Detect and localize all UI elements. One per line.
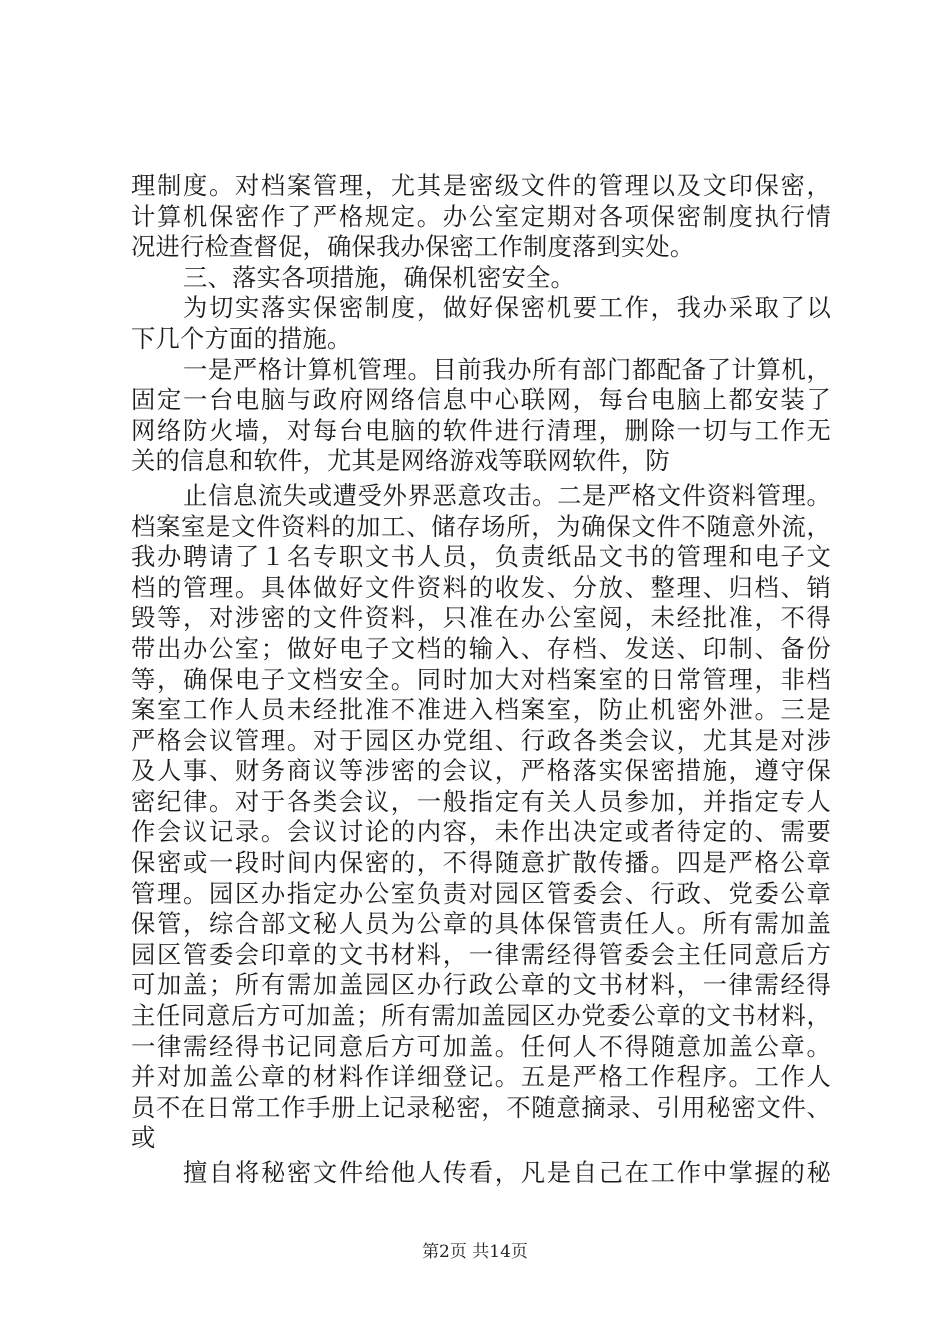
text-line: 止信息流失或遭受外界恶意攻击。二是严格文件资料管理。	[183, 480, 831, 510]
text-line: 或	[131, 1123, 156, 1153]
text-line: 等，确保电子文档安全。同时加大对档案室的日常管理，非档	[131, 664, 831, 694]
text-line: 及人事、财务商议等涉密的会议，严格落实保密措施，遵守保	[131, 756, 831, 786]
text-line: 一是严格计算机管理。目前我办所有部门都配备了计算机，	[183, 354, 831, 384]
text-line: 网络防火墙，对每台电脑的软件进行清理，删除一切与工作无	[131, 415, 831, 445]
text-line: 员不在日常工作手册上记录秘密，不随意摘录、引用秘密文件、	[131, 1092, 831, 1122]
text-line: 案室工作人员未经批准不准进入档案室，防止机密外泄。三是	[131, 695, 831, 725]
text-line: 为切实落实保密制度，做好保密机要工作，我办采取了以	[183, 293, 831, 323]
text-line: 管理。园区办指定办公室负责对园区管委会、行政、党委公章	[131, 878, 831, 908]
text-line: 固定一台电脑与政府网络信息中心联网，每台电脑上都安装了	[131, 385, 831, 415]
text-line: 主任同意后方可加盖；所有需加盖园区办党委公章的文书材料，	[131, 1001, 831, 1031]
text-line: 档的管理。具体做好文件资料的收发、分放、整理、归档、销	[131, 572, 831, 602]
text-line: 并对加盖公章的材料作详细登记。五是严格工作程序。工作人	[131, 1062, 831, 1092]
text-line: 密纪律。对于各类会议，一般指定有关人员参加，并指定专人	[131, 786, 831, 816]
section-heading: 三、落实各项措施，确保机密安全。	[183, 262, 575, 292]
text-line: 我办聘请了１名专职文书人员，负责纸品文书的管理和电子文	[131, 542, 831, 572]
text-line: 作会议记录。会议讨论的内容，未作出决定或者待定的、需要	[131, 817, 831, 847]
text-line: 园区管委会印章的文书材料，一律需经得管委会主任同意后方	[131, 939, 831, 969]
text-line: 档案室是文件资料的加工、储存场所，为确保文件不随意外流，	[131, 511, 831, 541]
text-line: 擅自将秘密文件给他人传看，凡是自己在工作中掌握的秘	[183, 1158, 831, 1187]
text-line: 下几个方面的措施。	[131, 323, 352, 353]
text-line: 严格会议管理。对于园区办党组、行政各类会议，尤其是对涉	[131, 725, 831, 755]
text-line: 况进行检查督促，确保我办保密工作制度落到实处。	[131, 232, 695, 262]
text-line: 毁等，对涉密的文件资料，只准在办公室阅，未经批准，不得	[131, 603, 831, 633]
text-line: 关的信息和软件，尤其是网络游戏等联网软件，防	[131, 446, 670, 476]
text-line: 保密或一段时间内保密的，不得随意扩散传播。四是严格公章	[131, 848, 831, 878]
text-line: 计算机保密作了严格规定。办公室定期对各项保密制度执行情	[131, 201, 831, 231]
text-line: 带出办公室；做好电子文档的输入、存档、发送、印制、备份	[131, 633, 831, 663]
page-number-footer: 第2页 共14页	[422, 1242, 528, 1262]
text-line: 理制度。对档案管理，尤其是密级文件的管理以及文印保密，	[131, 171, 831, 200]
text-line: 保管，综合部文秘人员为公章的具体保管责任人。所有需加盖	[131, 909, 831, 939]
body-text	[131, 171, 831, 1189]
text-line: 一律需经得书记同意后方可加盖。任何人不得随意加盖公章。	[131, 1031, 831, 1061]
text-line: 可加盖；所有需加盖园区办行政公章的文书材料，一律需经得	[131, 970, 831, 1000]
